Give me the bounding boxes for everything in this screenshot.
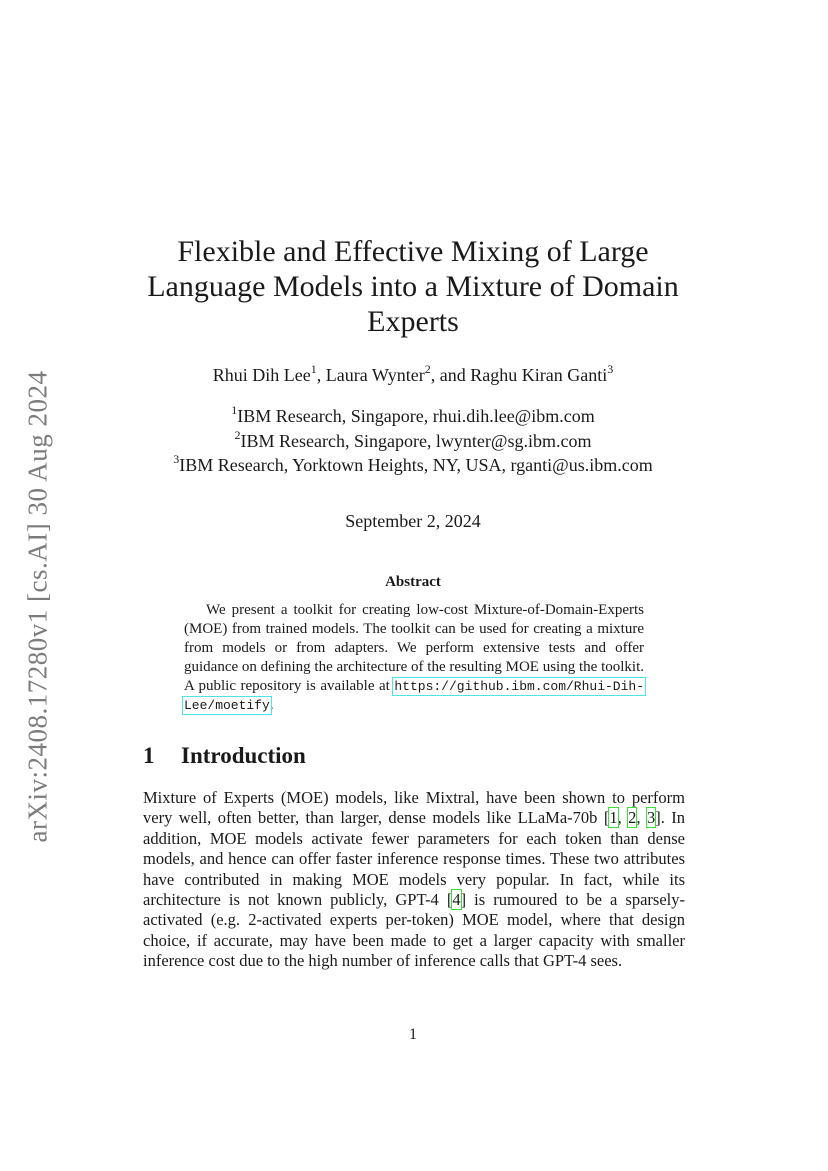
arxiv-stamp	[20, 365, 56, 847]
author-name: Raghu Kiran Ganti	[470, 365, 608, 385]
arxiv-stamp-text: arXiv:2408.17280v1 [cs.AI] 30 Aug 2024	[22, 370, 53, 842]
author-name: Rhui Dih Lee	[212, 365, 311, 385]
author-list	[100, 364, 726, 386]
intro-paragraph	[143, 788, 685, 972]
abstract-text: We present a toolkit for creating low-cost Mixture-of-Domain-Experts (MOE) from trained models. The toolkit can be used for creating a mixture from models or from adapters. We perform extensive tests and offer guidance on defining the architecture of the resulting MOE using the toolkit. A public repository is available at	[184, 602, 644, 694]
repository-link[interactable]: https://github.ibm.com/Rhui-Dih-Lee/moetify	[184, 679, 645, 713]
affiliation-line	[100, 453, 726, 478]
author-affil-mark: 2	[424, 362, 431, 376]
author-separator: ,	[316, 365, 326, 385]
author-affil-mark: 1	[310, 362, 317, 376]
affiliation-mark: 2	[234, 427, 241, 442]
intro-text: ]. In addition, MOE models activate fewer parameters for each token than dense models, and hence can offer faster inference response times. These two attributes have contributed in making MOE models very popular. In fact, while its architecture is not known publicly, GPT-4 [	[143, 808, 685, 910]
citation-link[interactable]: 2	[628, 808, 637, 828]
paper-date: September 2, 2024	[345, 511, 481, 531]
affiliation-mark: 3	[173, 452, 180, 466]
citation-link[interactable]: 4	[452, 890, 461, 910]
section-number: 1	[143, 743, 155, 768]
intro-text: ] is rumoured to be a sparsely-activated (e.g. 2-activated experts per-token) MOE model, where that design choice, if accurate, may have been made to get a larger capacity with smaller inference cost due to the high number of inference calls that GPT-4 sees.	[143, 890, 685, 971]
affiliation-line	[100, 404, 726, 429]
affiliation-text: IBM Research, Singapore, lwynter@sg.ibm.com	[240, 430, 592, 451]
abstract-end: .	[269, 697, 274, 713]
citation-link[interactable]: 1	[609, 808, 618, 828]
page-number: 1	[409, 1026, 417, 1043]
abstract-body	[184, 601, 644, 715]
author-affil-mark: 3	[607, 362, 614, 376]
affiliation-text: IBM Research, Singapore, rhui.dih.lee@ibm.com	[237, 406, 595, 426]
affiliation-mark: 1	[231, 403, 238, 417]
affiliation-list	[100, 404, 726, 478]
affiliation-line	[100, 429, 726, 454]
citation-link[interactable]: 3	[646, 808, 656, 828]
section-heading	[143, 743, 306, 769]
author-name: Laura Wynter	[325, 365, 425, 385]
author-separator: , and	[430, 365, 471, 385]
citation-separator: ,	[636, 808, 647, 828]
paper-title: Flexible and Effective Mixing of Large Language Models into a Mixture of Domain Experts	[147, 235, 679, 338]
intro-text: Mixture of Experts (MOE) models, like Mixtral, have been shown to perform very well, often better, than larger, dense models like LLaMa-70b [	[143, 788, 685, 828]
affiliation-text: IBM Research, Yorktown Heights, NY, USA, rganti@us.ibm.com	[179, 455, 653, 475]
citation-separator: ,	[617, 808, 629, 828]
section-title: Introduction	[181, 743, 306, 768]
abstract-heading: Abstract	[385, 574, 441, 590]
